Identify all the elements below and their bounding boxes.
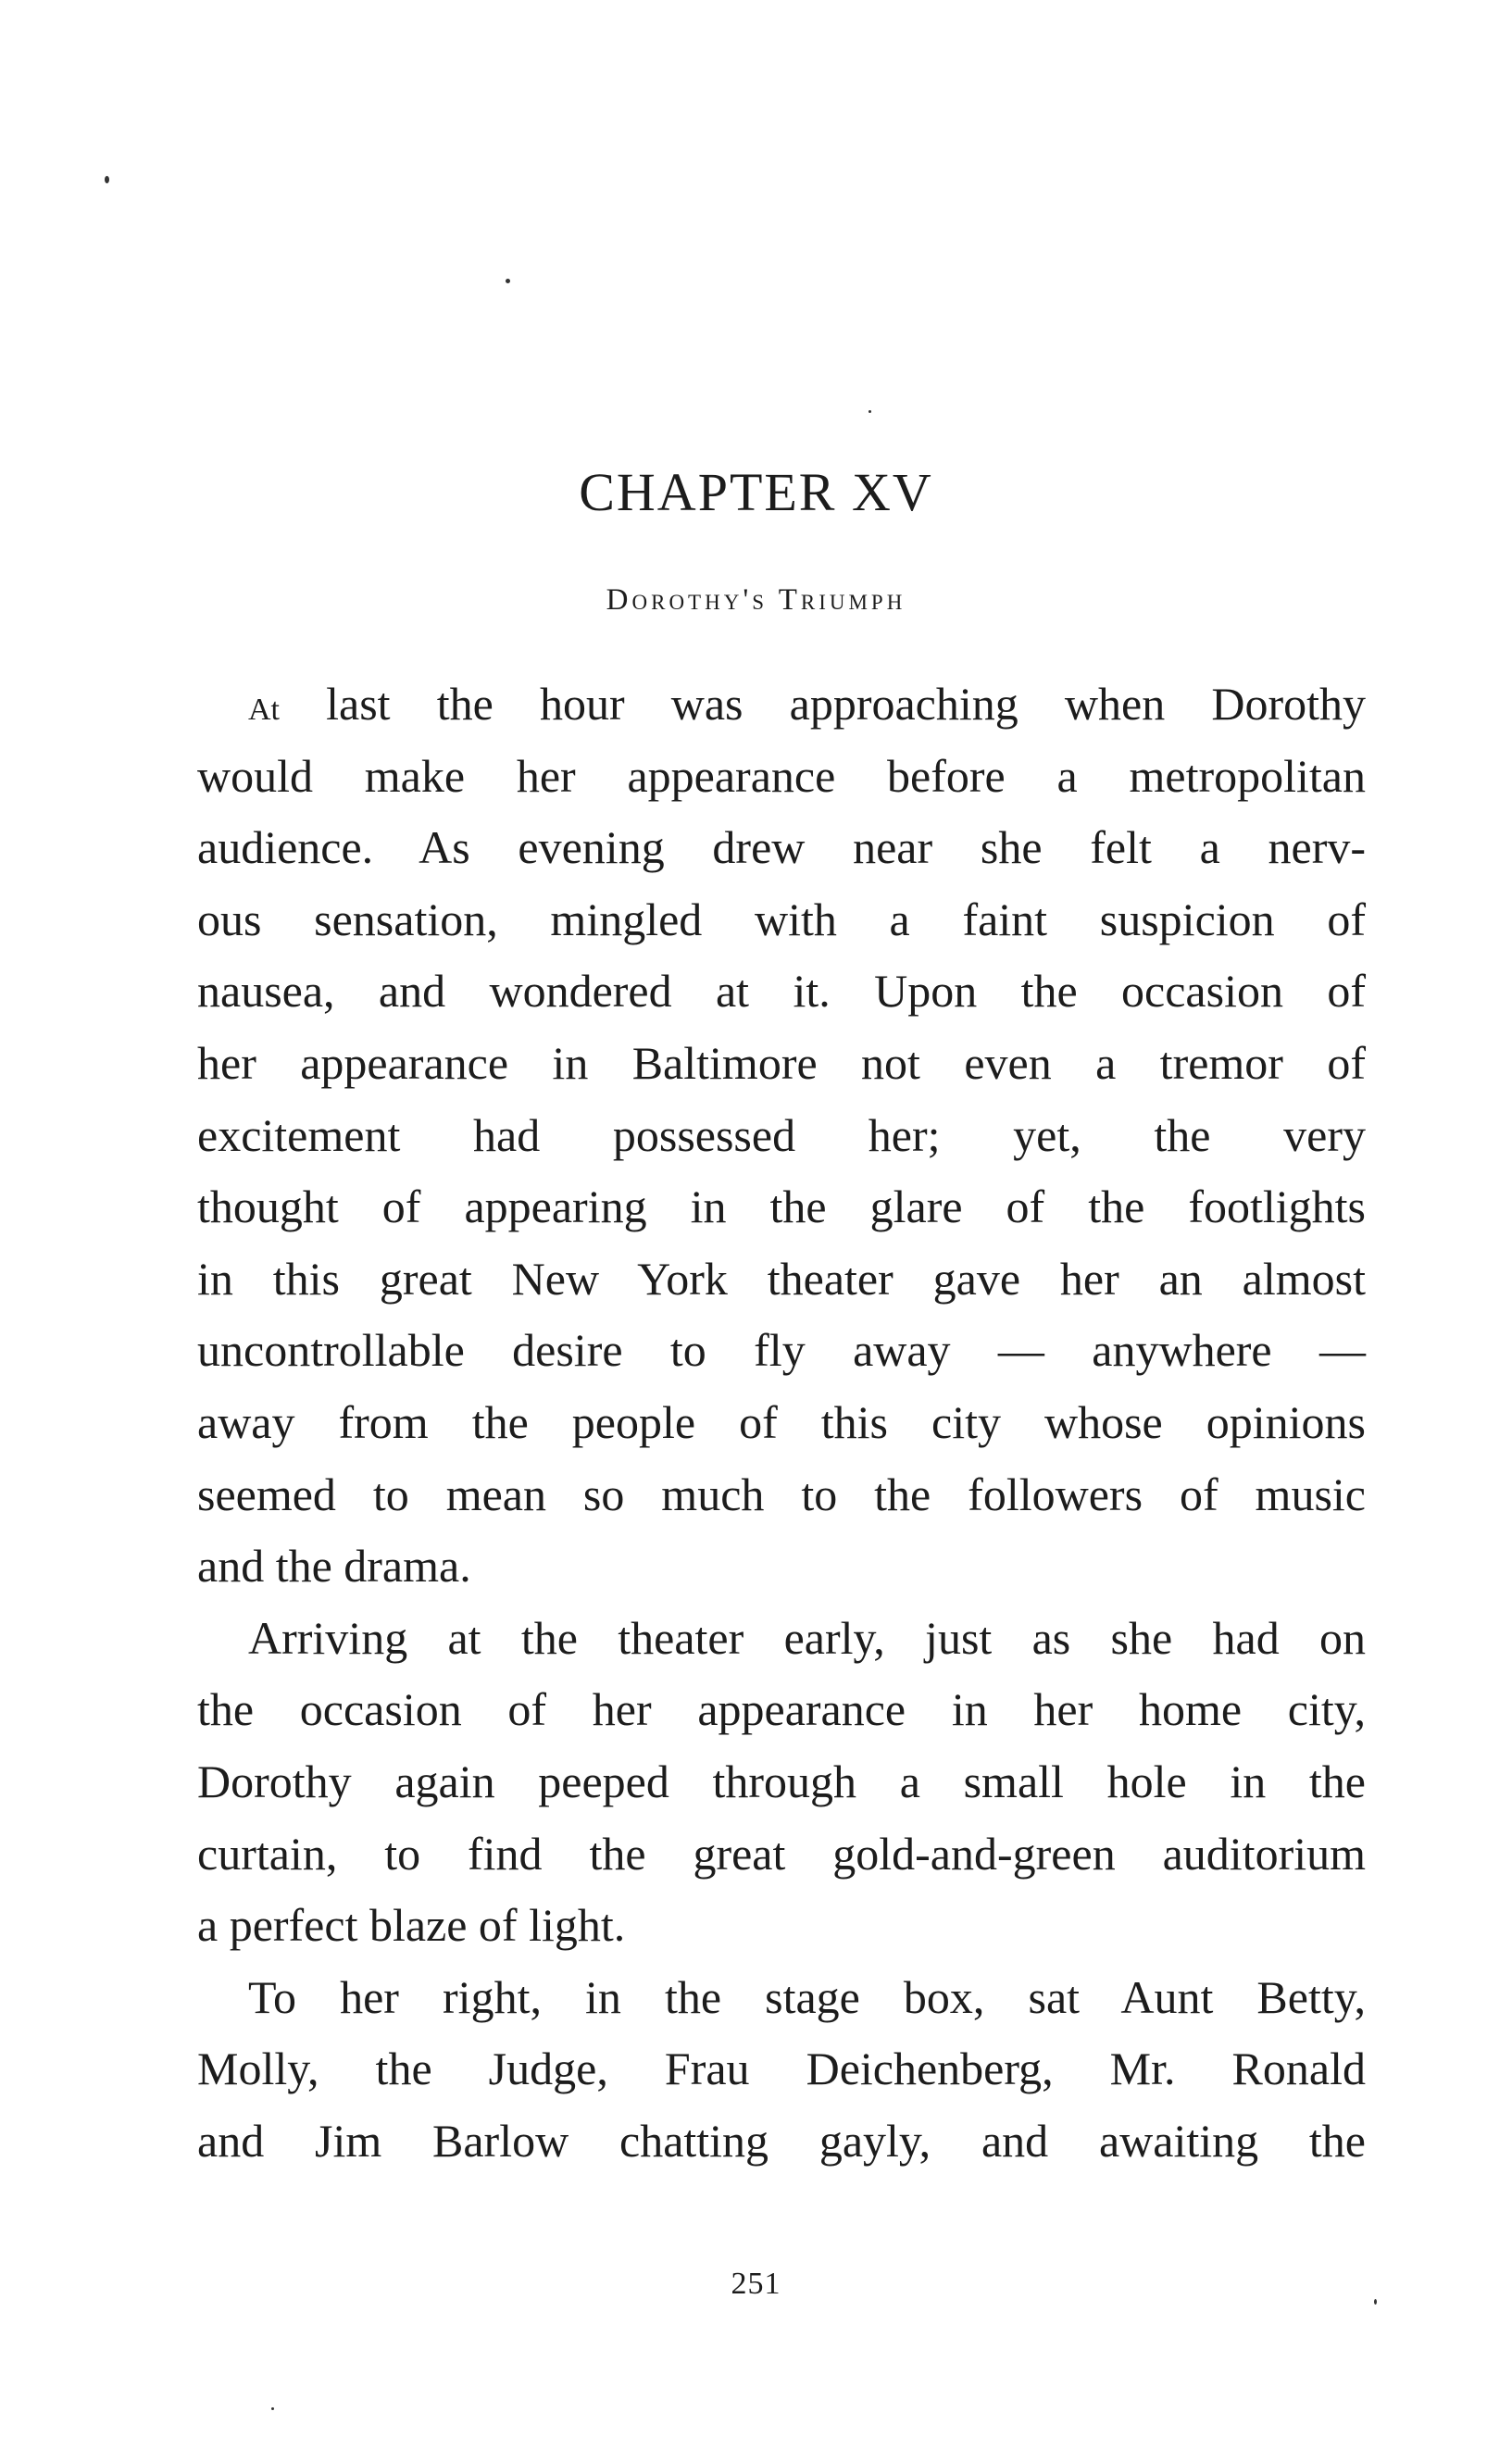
body-text [197,668,1366,2177]
page-number: 251 [731,2267,781,2301]
text-line: her appearance in Baltimore not even a tremor of [197,1036,1366,1089]
text-line: would make her appearance before a metropolitan [197,749,1366,802]
text-line-rest: last the hour was approaching when Dorothy [280,678,1366,730]
text-line [197,668,1366,741]
text-line: away from the people of this city whose opinions [197,1395,1366,1448]
text-line: seemed to mean so much to the followers of music [197,1468,1366,1520]
text-line: ous sensation, mingled with a faint suspicion of [197,893,1366,945]
paragraph [197,1603,1366,1962]
text-line: audience. As evening drew near she felt a nerv- [197,821,1366,874]
chapter-heading: CHAPTER XV [579,462,933,522]
text-line: and Jim Barlow chatting gayly, and awaiting the [197,2114,1366,2167]
text-line: and the drama. [197,1540,471,1593]
text-line: Arriving at the theater early, just as she had on [248,1611,1366,1664]
scan-speck [1374,2299,1377,2305]
scan-speck [271,2407,274,2410]
text-line: the occasion of her appearance in her home city, [197,1683,1366,1736]
text-line: curtain, to find the great gold-and-green auditorium [197,1827,1366,1880]
text-line: To her right, in the stage box, sat Aunt Betty, [248,1970,1366,2023]
lead-word: At [248,693,280,727]
text-line: excitement had possessed her; yet, the very [197,1108,1366,1161]
text-line: a perfect blaze of light. [197,1899,626,1952]
text-line: in this great New York theater gave her an almost [197,1252,1366,1305]
text-line: thought of appearing in the glare of the footlights [197,1181,1366,1233]
scan-speck [105,176,109,183]
scan-speck [868,410,871,413]
text-line: nausea, and wondered at it. Upon the occasion of [197,965,1366,1018]
paragraph [197,668,1366,1603]
text-line: Molly, the Judge, Frau Deichenberg, Mr. Ronald [197,2043,1366,2095]
scan-speck [506,279,510,283]
text-line: Dorothy again peeped through a small hole in the [197,1755,1366,1807]
chapter-title: Dorothy's Triumph [606,583,906,617]
text-line: uncontrollable desire to fly away — anywhere — [197,1324,1366,1377]
paragraph [197,1962,1366,2178]
